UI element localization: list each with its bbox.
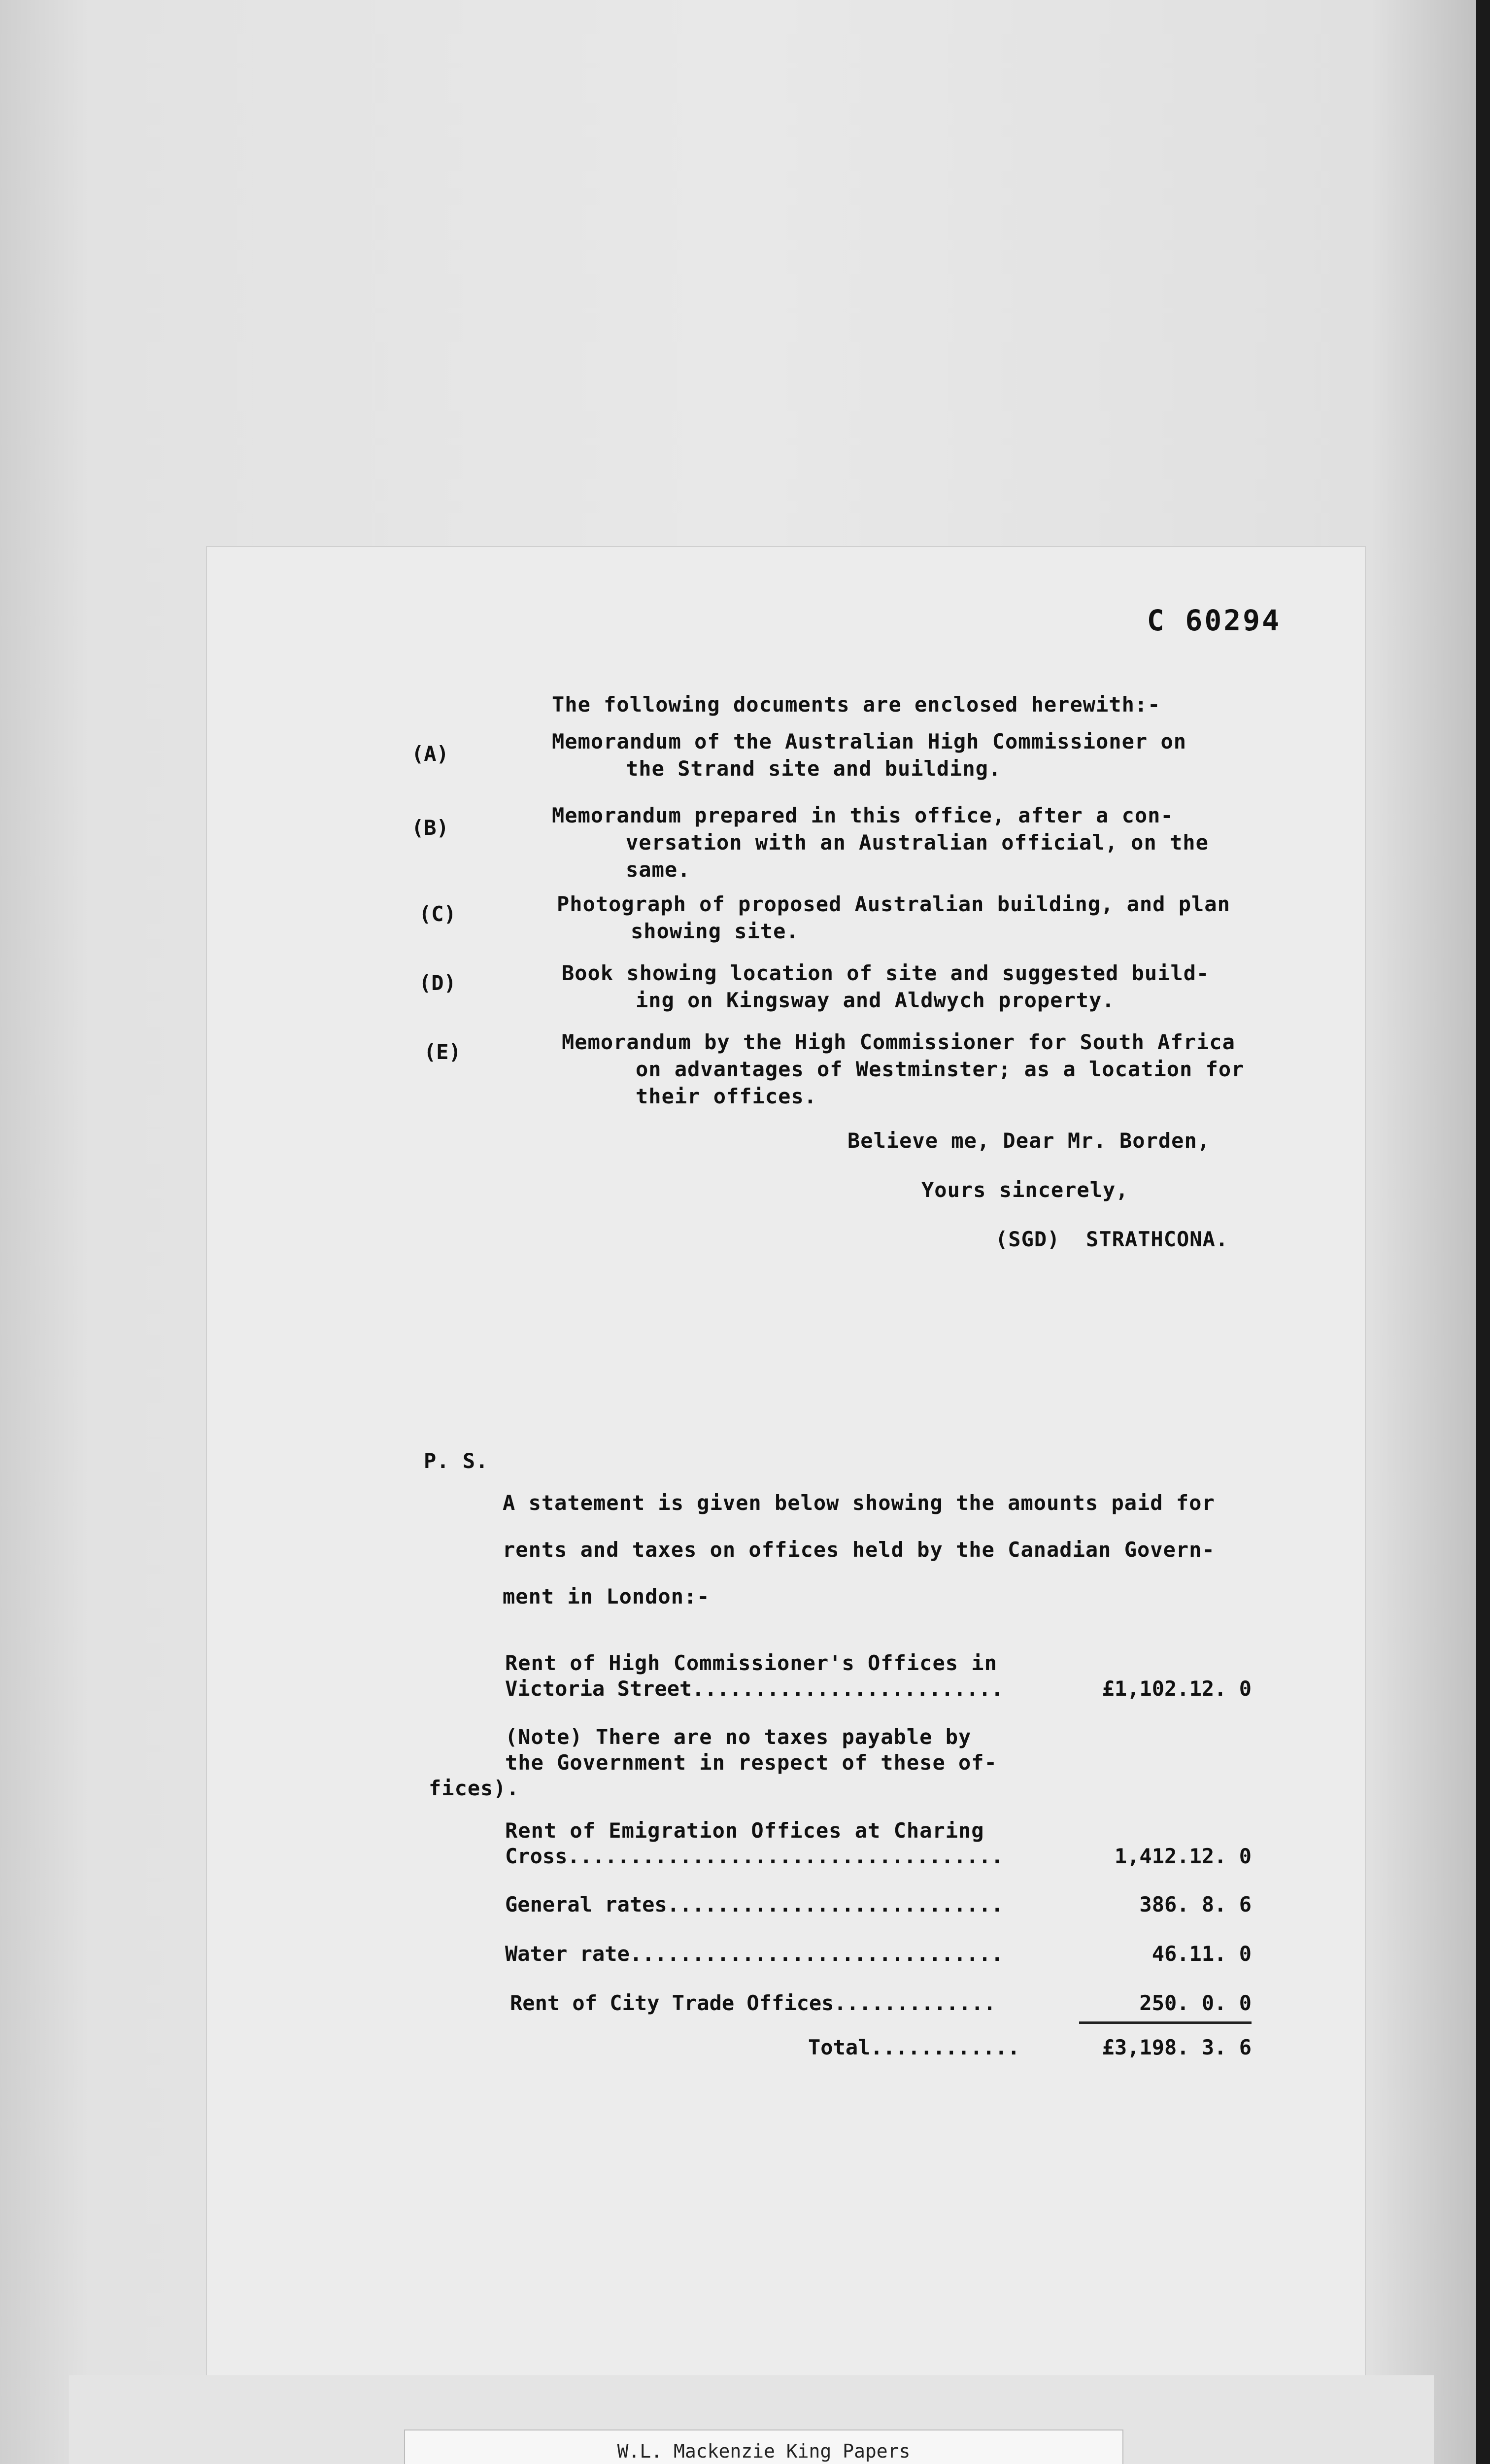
statement-label: Rent of Emigration Offices at Charing <box>505 1818 984 1843</box>
item-text: versation with an Australian official, on the <box>626 830 1209 855</box>
statement-label: Water rate.............................. <box>505 1942 1004 1966</box>
total-amount: £3,198. 3. 6 <box>1102 2035 1252 2059</box>
statement-note: the Government in respect of these of- <box>505 1750 997 1775</box>
item-text: the Strand site and building. <box>626 756 1002 781</box>
valediction: Yours sincerely, <box>921 1178 1129 1202</box>
statement-label: Victoria Street......................... <box>505 1677 1004 1701</box>
total-label: Total............ <box>808 2035 1020 2059</box>
statement-label: General rates........................... <box>505 1892 1004 1916</box>
closing-line: Believe me, Dear Mr. Borden, <box>847 1129 1211 1153</box>
ps-text: ment in London:- <box>503 1584 710 1608</box>
item-letter: (A) <box>411 742 449 766</box>
item-text: on advantages of Westminster; as a location for <box>636 1057 1245 1081</box>
statement-label: Rent of City Trade Offices............. <box>510 1991 996 2015</box>
item-text: Photograph of proposed Australian building, and plan <box>557 892 1230 916</box>
item-letter: (B) <box>411 816 449 840</box>
statement-note: (Note) There are no taxes payable by <box>505 1725 972 1749</box>
item-text: Memorandum of the Australian High Commissioner on <box>552 729 1187 753</box>
statement-amount: 386. 8. 6 <box>1139 1892 1252 1916</box>
item-text: their offices. <box>636 1084 817 1108</box>
collection-label <box>404 2430 1123 2464</box>
item-text: Memorandum prepared in this office, after a con- <box>552 803 1174 827</box>
statement-amount: £1,102.12. 0 <box>1102 1677 1252 1701</box>
document-page <box>207 547 1365 2395</box>
item-text: Memorandum by the High Commissioner for South Africa <box>562 1030 1235 1054</box>
scan-edge <box>1476 0 1490 2464</box>
statement-amount: 46.11. 0 <box>1151 1942 1252 1966</box>
item-text: ing on Kingsway and Aldwych property. <box>636 988 1115 1012</box>
statement-amount: 250. 0. 0 <box>1139 1991 1252 2015</box>
statement-amount: 1,412.12. 0 <box>1114 1844 1252 1868</box>
ps-text: A statement is given below showing the amounts paid for <box>503 1491 1215 1515</box>
total-rule <box>1079 2021 1252 2024</box>
reference-number: C 60294 <box>1147 604 1281 637</box>
item-letter: (C) <box>419 902 456 926</box>
statement-note: fices). <box>429 1776 520 1800</box>
ps-text: rents and taxes on offices held by the Canadian Govern- <box>503 1538 1215 1562</box>
item-letter: (D) <box>419 971 456 995</box>
statement-label: Cross................................... <box>505 1844 1004 1868</box>
ps-label: P. S. <box>424 1449 489 1473</box>
item-letter: (E) <box>424 1040 461 1064</box>
enclosure-intro: The following documents are enclosed herewith:- <box>552 692 1161 717</box>
collection-name: W.L. Mackenzie King Papers <box>617 2440 911 2462</box>
item-text: Book showing location of site and suggested build- <box>562 961 1210 985</box>
item-text: showing site. <box>631 919 799 943</box>
statement-label: Rent of High Commissioner's Offices in <box>505 1651 997 1675</box>
item-text: same. <box>626 857 691 882</box>
signature: (SGD) STRATHCONA. <box>995 1227 1229 1251</box>
